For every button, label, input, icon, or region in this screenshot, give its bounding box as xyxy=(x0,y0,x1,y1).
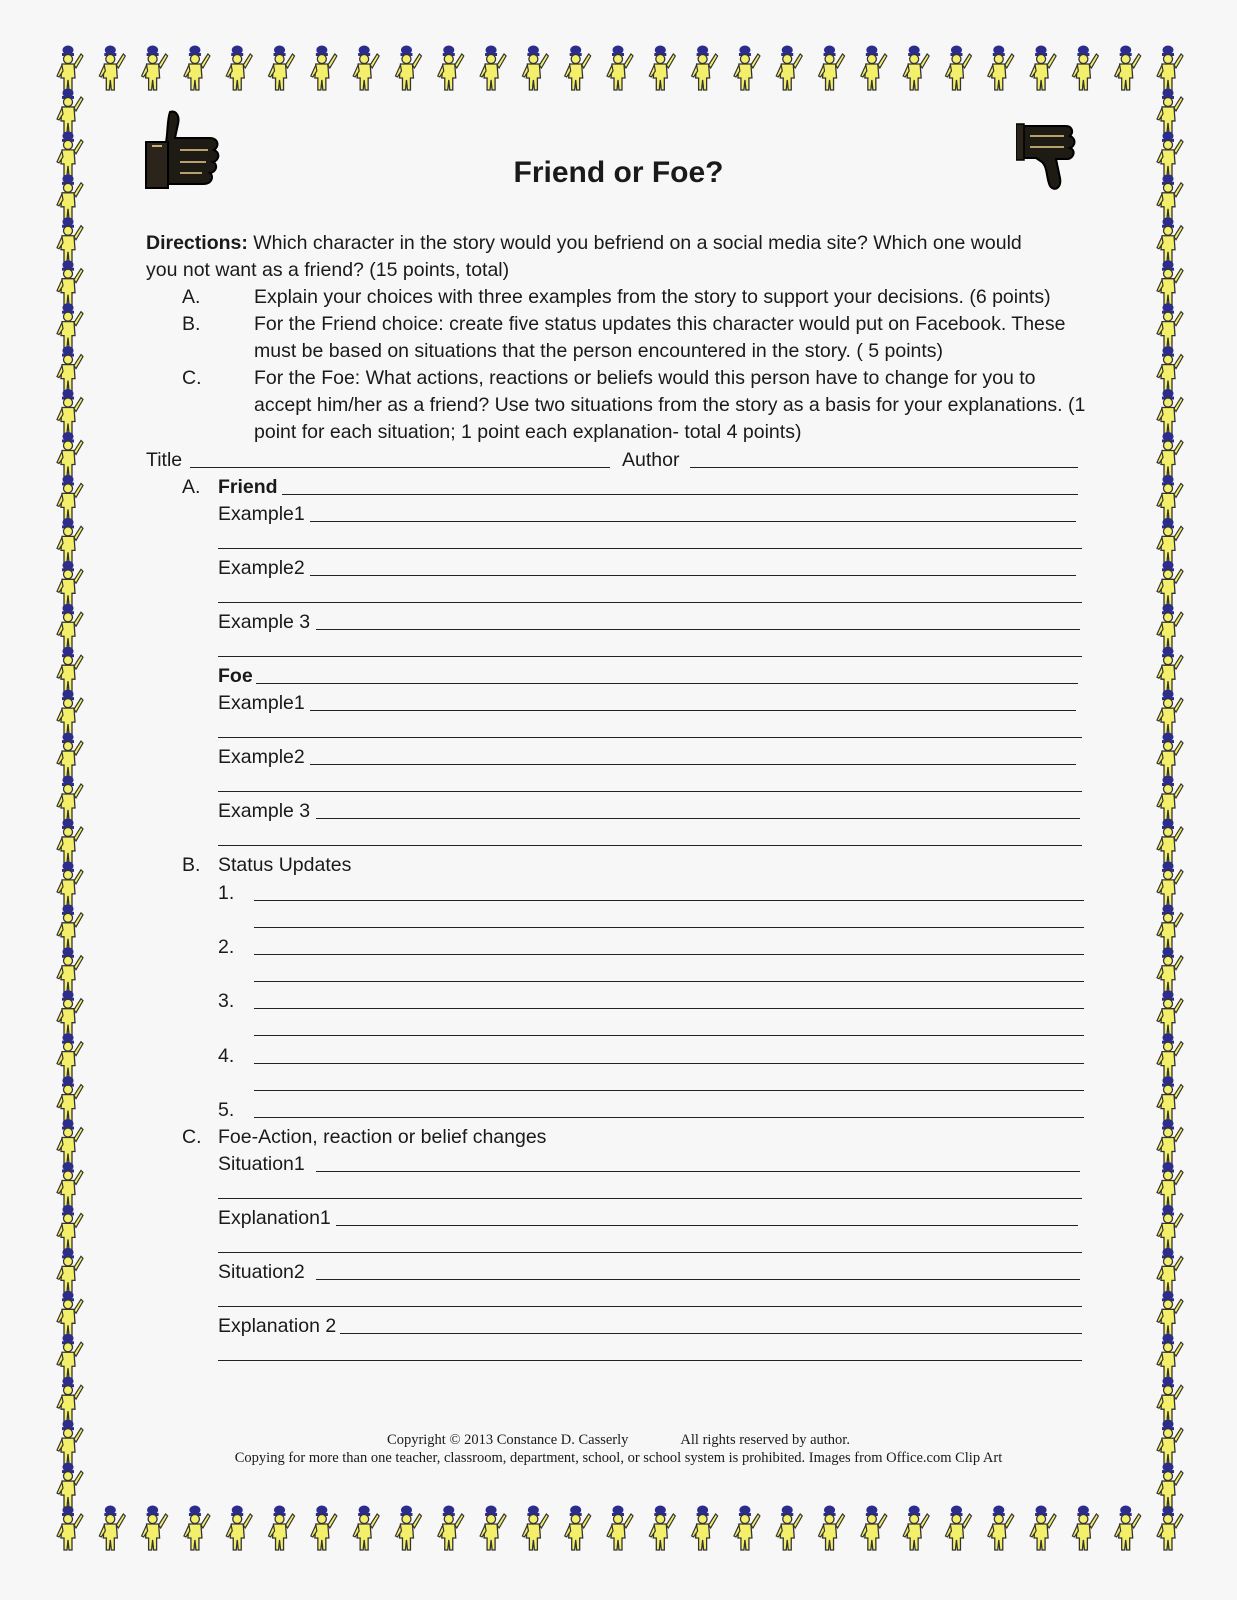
waving-figure-icon xyxy=(1157,647,1183,692)
waving-figure-icon xyxy=(353,46,379,91)
status-update-2-field[interactable] xyxy=(254,954,1084,955)
foe-label: Foe xyxy=(218,665,253,687)
waving-figure-icon xyxy=(1157,46,1183,91)
friend-example-3-field[interactable] xyxy=(316,629,1080,630)
waving-figure-icon xyxy=(57,1463,83,1508)
direction-letter: B. xyxy=(182,313,201,335)
waving-figure-icon xyxy=(945,46,971,91)
waving-figure-icon xyxy=(57,1506,83,1551)
waving-figure-icon xyxy=(1157,475,1183,519)
waving-figure-icon xyxy=(57,303,83,348)
situation-2-field-2[interactable] xyxy=(218,1306,1082,1307)
status-update-4-field[interactable] xyxy=(254,1063,1084,1064)
waving-figure-icon xyxy=(57,1119,83,1164)
waving-figure-icon xyxy=(311,46,337,91)
status-update-3-field[interactable] xyxy=(254,1008,1084,1009)
waving-figure-icon xyxy=(565,1506,591,1551)
waving-figure-icon xyxy=(57,346,83,391)
waving-figure-icon xyxy=(1157,432,1183,477)
waving-figure-icon xyxy=(1157,1076,1183,1121)
status-update-1-field-2[interactable] xyxy=(254,927,1084,928)
waving-figure-icon xyxy=(903,46,929,91)
waving-figure-icon xyxy=(607,46,633,91)
waving-figure-icon xyxy=(692,46,718,91)
waving-figure-icon xyxy=(57,1377,83,1422)
waving-figure-icon xyxy=(1072,1506,1098,1551)
waving-figure-icon xyxy=(1157,1119,1183,1164)
waving-figure-icon xyxy=(57,260,83,305)
waving-figure-icon xyxy=(1157,818,1183,863)
waving-figure-icon xyxy=(57,518,83,563)
explanation-1-label: Explanation1 xyxy=(218,1207,331,1229)
waving-figure-icon xyxy=(1157,303,1183,348)
waving-figure-icon xyxy=(692,1506,718,1551)
waving-figure-icon xyxy=(480,46,506,91)
waving-figure-icon xyxy=(57,1076,83,1121)
explanation-1-field[interactable] xyxy=(336,1225,1078,1226)
friend-field[interactable] xyxy=(282,494,1078,495)
foe-example-1-label: Example1 xyxy=(218,692,305,714)
status-update-1-label: 1. xyxy=(218,882,235,904)
waving-figure-icon xyxy=(1157,1291,1183,1336)
waving-figure-icon xyxy=(1157,1377,1183,1422)
waving-figure-icon xyxy=(395,46,421,91)
copyright-text: Copyright © 2013 Constance D. Casserly xyxy=(387,1432,629,1448)
waving-figure-icon xyxy=(1157,990,1183,1034)
direction-line: point for each situation; 1 point each explanation- total 4 points) xyxy=(254,421,802,443)
status-update-2-label: 2. xyxy=(218,936,235,958)
waving-figure-icon xyxy=(861,1506,887,1551)
waving-figure-icon xyxy=(57,690,83,735)
author-label: Author xyxy=(622,449,680,471)
waving-figure-icon xyxy=(142,1506,168,1551)
waving-figure-icon xyxy=(565,46,591,91)
foe-example-3-label: Example 3 xyxy=(218,800,311,822)
waving-figure-icon xyxy=(1157,1205,1183,1250)
foe-example-2-label: Example2 xyxy=(218,746,305,768)
direction-letter: A. xyxy=(182,286,201,308)
waving-figure-icon xyxy=(1157,1248,1183,1293)
waving-figure-icon xyxy=(1157,260,1183,305)
waving-figure-icon xyxy=(57,475,83,519)
friend-example-2-label: Example2 xyxy=(218,557,305,579)
copyright-line xyxy=(0,1432,1237,1449)
direction-line: must be based on situations that the person encountered in the story. ( 5 points) xyxy=(254,340,944,362)
waving-figure-icon xyxy=(57,647,83,692)
waving-figure-icon xyxy=(1157,1334,1183,1379)
waving-figure-icon xyxy=(522,1506,548,1551)
waving-figure-icon xyxy=(1157,947,1183,992)
direction-line: For the Friend choice: create five status updates this character would put on Facebook. These xyxy=(254,313,1066,335)
copying-notice: Copying for more than one teacher, classroom, department, school, or school system is prohibited. Images from Office.com Clip Art xyxy=(234,1450,1003,1466)
waving-figure-icon xyxy=(1157,1162,1183,1207)
waving-figure-icon xyxy=(607,1506,633,1551)
waving-figure-icon xyxy=(184,46,210,91)
foe-example-3-field[interactable] xyxy=(316,818,1080,819)
waving-figure-icon xyxy=(1157,1033,1183,1078)
friend-example-2-field-2[interactable] xyxy=(218,602,1082,603)
waving-figure-icon xyxy=(269,1506,295,1551)
waving-figure-icon xyxy=(57,1248,83,1293)
status-update-5-label: 5. xyxy=(218,1099,235,1121)
explanation-1-field-2[interactable] xyxy=(218,1252,1082,1253)
waving-figure-icon xyxy=(57,604,83,649)
waving-figure-icon xyxy=(480,1506,506,1551)
waving-figure-icon xyxy=(776,1506,802,1551)
waving-figure-icon xyxy=(226,1506,252,1551)
status-updates-label: Status Updates xyxy=(218,854,352,876)
status-update-3-field-2[interactable] xyxy=(254,1035,1084,1036)
foe-example-2-field[interactable] xyxy=(310,764,1076,765)
waving-figure-icon xyxy=(1115,46,1141,91)
waving-figure-icon xyxy=(1157,1463,1183,1508)
waving-figure-icon xyxy=(1115,1506,1141,1551)
waving-figure-icon xyxy=(1157,88,1183,133)
waving-figure-icon xyxy=(1157,904,1183,949)
waving-figure-icon xyxy=(1030,46,1056,91)
section-b-letter: B. xyxy=(182,854,201,876)
waving-figure-icon xyxy=(311,1506,337,1551)
friend-example-1-label: Example1 xyxy=(218,503,305,525)
title-field[interactable] xyxy=(190,467,610,468)
foe-example-3-field-2[interactable] xyxy=(218,845,1082,846)
situation-1-label: Situation1 xyxy=(218,1153,305,1175)
waving-figure-icon xyxy=(1072,46,1098,91)
waving-figure-icon xyxy=(903,1506,929,1551)
foe-example-1-field-2[interactable] xyxy=(218,737,1082,738)
status-update-2-field-2[interactable] xyxy=(254,981,1084,982)
waving-figure-icon xyxy=(57,947,83,992)
direction-line: For the Foe: What actions, reactions or beliefs would this person have to change for you to xyxy=(254,367,1036,389)
waving-figure-icon xyxy=(819,1506,845,1551)
waving-figure-icon xyxy=(142,46,168,91)
waving-figure-icon xyxy=(1157,217,1183,262)
waving-figure-icon xyxy=(819,46,845,91)
waving-figure-icon xyxy=(395,1506,421,1551)
page-title: Friend or Foe? xyxy=(513,156,724,189)
waving-figure-icon xyxy=(99,1506,125,1551)
waving-figure-icon xyxy=(649,1506,675,1551)
waving-figure-icon xyxy=(57,1334,83,1379)
situation-2-label: Situation2 xyxy=(218,1261,305,1283)
waving-figure-icon xyxy=(1157,346,1183,391)
directions-text: Which character in the story would you befriend on a social media site? Which one would xyxy=(253,232,1022,254)
waving-figure-icon xyxy=(988,1506,1014,1551)
waving-figure-icon xyxy=(734,46,760,91)
friend-label: Friend xyxy=(218,476,278,498)
waving-figure-icon xyxy=(57,861,83,906)
waving-figure-icon xyxy=(1157,604,1183,649)
foe-example-1-field[interactable] xyxy=(310,710,1076,711)
waving-figure-icon xyxy=(184,1506,210,1551)
author-field[interactable] xyxy=(690,467,1078,468)
waving-figure-icon xyxy=(226,46,252,91)
waving-figure-icon xyxy=(57,904,83,949)
directions-label: Directions: xyxy=(146,232,248,254)
waving-figure-icon xyxy=(57,776,83,821)
waving-figure-icon xyxy=(734,1506,760,1551)
waving-figure-icon xyxy=(57,1162,83,1207)
waving-figure-icon xyxy=(438,46,464,91)
waving-figure-icon xyxy=(1157,389,1183,434)
status-update-4-field-2[interactable] xyxy=(254,1090,1084,1091)
section-a-letter: A. xyxy=(182,476,201,498)
waving-figure-icon xyxy=(353,1506,379,1551)
status-update-4-label: 4. xyxy=(218,1045,235,1067)
status-update-1-field[interactable] xyxy=(254,900,1084,901)
waving-figure-icon xyxy=(57,389,83,434)
waving-figure-icon xyxy=(1157,1506,1183,1551)
waving-figure-icon xyxy=(988,46,1014,91)
waving-figure-icon xyxy=(522,46,548,91)
waving-figure-icon xyxy=(57,46,83,91)
friend-example-2-field[interactable] xyxy=(310,575,1076,576)
situation-2-field[interactable] xyxy=(316,1279,1080,1280)
section-c-letter: C. xyxy=(182,1126,202,1148)
waving-figure-icon xyxy=(57,818,83,863)
waving-figure-icon xyxy=(1030,1506,1056,1551)
waving-figure-icon xyxy=(57,1205,83,1250)
waving-figure-icon xyxy=(1157,861,1183,906)
situation-1-field-2[interactable] xyxy=(218,1198,1082,1199)
status-update-5-field[interactable] xyxy=(254,1117,1084,1118)
friend-example-3-field-2[interactable] xyxy=(218,656,1082,657)
waving-figure-icon xyxy=(1157,518,1183,563)
waving-figure-icon xyxy=(57,561,83,606)
direction-line: accept him/her as a friend? Use two situations from the story as a basis for your explanations. (1 xyxy=(254,394,1086,416)
waving-figure-icon xyxy=(438,1506,464,1551)
explanation-2-field[interactable] xyxy=(340,1333,1082,1334)
directions-text-2: you not want as a friend? (15 points, total) xyxy=(146,259,510,281)
waving-figure-icon xyxy=(99,46,125,91)
directions xyxy=(146,230,1086,443)
status-update-3-label: 3. xyxy=(218,990,235,1012)
foe-changes-label: Foe-Action, reaction or belief changes xyxy=(218,1126,547,1148)
waving-figure-icon xyxy=(945,1506,971,1551)
waving-figure-icon xyxy=(57,990,83,1034)
direction-letter: C. xyxy=(182,367,202,389)
waving-figure-icon xyxy=(57,1033,83,1078)
waving-figure-icon xyxy=(57,432,83,477)
foe-field[interactable] xyxy=(256,683,1078,684)
explanation-2-field-2[interactable] xyxy=(218,1360,1082,1361)
friend-example-1-field-2[interactable] xyxy=(218,548,1082,549)
foe-example-2-field-2[interactable] xyxy=(218,791,1082,792)
friend-example-3-label: Example 3 xyxy=(218,611,311,633)
waving-figure-icon xyxy=(1157,690,1183,735)
waving-figure-icon xyxy=(57,1291,83,1336)
waving-figure-icon xyxy=(269,46,295,91)
direction-line: Explain your choices with three examples from the story to support your decisions. (6 points) xyxy=(254,286,1051,308)
waving-figure-icon xyxy=(776,46,802,91)
waving-figure-icon xyxy=(1157,776,1183,821)
waving-figure-icon xyxy=(861,46,887,91)
waving-figure-icon xyxy=(57,88,83,133)
title-label: Title xyxy=(146,449,183,471)
waving-figure-icon xyxy=(1157,561,1183,606)
waving-figure-icon xyxy=(1157,733,1183,778)
waving-figure-icon xyxy=(57,733,83,778)
friend-example-1-field[interactable] xyxy=(310,521,1076,522)
waving-figure-icon xyxy=(649,46,675,91)
situation-1-field[interactable] xyxy=(316,1171,1080,1172)
rights-text: All rights reserved by author. xyxy=(680,1432,850,1448)
waving-figure-icon xyxy=(57,217,83,262)
explanation-2-label: Explanation 2 xyxy=(218,1315,337,1337)
